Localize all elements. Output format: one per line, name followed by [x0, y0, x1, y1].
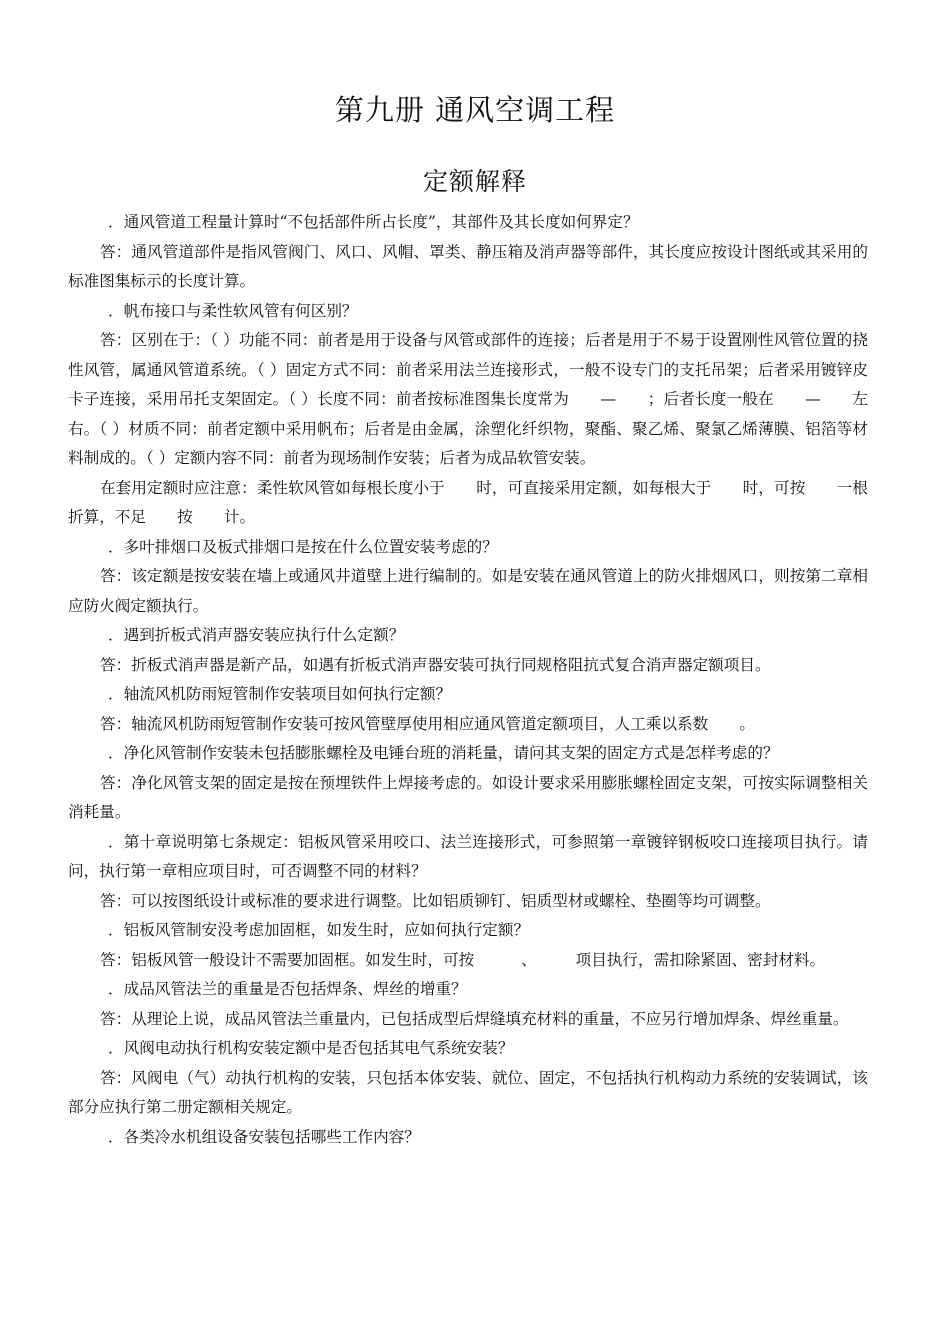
section-subtitle: 定额解释 — [422, 167, 527, 196]
question-paragraph: ．铝板风管制安没考虑加固框，如发生时，应如何执行定额？ — [108, 921, 530, 939]
question-paragraph: ．帆布接口与柔性软风管有何区别？ — [108, 301, 358, 320]
answer-paragraph: 答：区别在于：（ ）功能不同：前者是用于设备与风管或部件的连接；后者是用于不易于设置刚性风管位置的挠性风管，属通风管道系统。（ ）固定方式不同：前者采用法兰连接形式，一般不设专门的支托吊架；后者采用镀锌皮卡子连接，采用吊托支架固定。（ ）长度不同：前者按标准图集长度常为 — ；后者长度一般在 — 左右。（ ）材质不同：前者定额中采用帆布；后者是由金属，涂塑化纤织物，聚酯、聚乙烯、聚氯乙烯薄膜、铝箔等材料制成的。（ ）定额内容不同：前者为现场制作安装；后者为成品软管安装。 — [68, 331, 868, 467]
question-paragraph: ．成品风管法兰的重量是否包括焊条、焊丝的增重？ — [108, 980, 467, 998]
question-paragraph: ．净化风管制作安装未包括膨胀螺栓及电锤台班的消耗量，请问其支架的固定方式是怎样考虑的？ — [108, 744, 779, 762]
answer-paragraph: 答：可以按图纸设计或标准的要求进行调整。比如铝质铆钉、铝质型材或螺栓、垫圈等均可调整。 — [100, 891, 771, 910]
page-title: 第九册 通风空调工程 — [334, 93, 616, 127]
question-paragraph: ．通风管道工程量计算时“不包括部件所占长度”，其部件及其长度如何界定？ — [108, 213, 639, 231]
answer-paragraph: 答：净化风管支架的固定是按在预埋铁件上焊接考虑的。如设计要求采用膨胀螺栓固定支架，可按实际调整相关消耗量。 — [68, 773, 868, 821]
answer-paragraph: 答：铝板风管一般设计不需要加固框。如发生时，可按 、 项目执行，需扣除紧固、密封材料。 — [100, 950, 826, 969]
question-paragraph: ．各类冷水机组设备安装包括哪些工作内容？ — [108, 1127, 420, 1146]
answer-paragraph: 答：轴流风机防雨短管制作安装可按风管壁厚使用相应通风管道定额项目，人工乘以系数 。 — [100, 714, 755, 733]
answer-paragraph: 答：折板式消声器是新产品，如遇有折板式消声器安装可执行同规格阻抗式复合消声器定额项目。 — [100, 655, 771, 674]
answer-paragraph: 答：该定额是按安装在墙上或通风井道壁上进行编制的。如是安装在通风管道上的防火排烟风口，则按第二章相应防火阀定额执行。 — [68, 567, 868, 615]
question-paragraph: ．风阀电动执行机构安装定额中是否包括其电气系统安装？ — [108, 1039, 514, 1057]
question-paragraph: ．轴流风机防雨短管制作安装项目如何执行定额？ — [108, 685, 452, 703]
question-paragraph: ．第十章说明第七条规定：铝板风管采用咬口、法兰连接形式，可参照第一章镀锌钢板咬口连接项目执行。请问，执行第一章相应项目时，可否调整不同的材料？ — [68, 832, 868, 880]
answer-paragraph: 答：风阀电（气）动执行机构的安装，只包括本体安装、就位、固定，不包括执行机构动力系统的安装调试，该部分应执行第二册定额相关规定。 — [68, 1068, 868, 1116]
answer-paragraph: 答：通风管道部件是指风管阀门、风口、风帽、罩类、静压箱及消声器等部件，其长度应按设计图纸或其采用的标准图集标示的长度计算。 — [68, 242, 868, 290]
question-paragraph: ．多叶排烟口及板式排烟口是按在什么位置安装考虑的？ — [108, 537, 498, 556]
question-paragraph: ．遇到折板式消声器安装应执行什么定额？ — [108, 626, 405, 644]
note-paragraph: 在套用定额时应注意：柔性软风管如每根长度小于 时，可直接采用定额，如每根大于 时，可按 一根折算，不足 按 计。 — [68, 478, 868, 526]
document-body — [68, 208, 868, 1152]
answer-paragraph: 答：从理论上说，成品风管法兰重量内，已包括成型后焊缝填充材料的重量，不应另行增加焊条、焊丝重量。 — [100, 1009, 849, 1028]
